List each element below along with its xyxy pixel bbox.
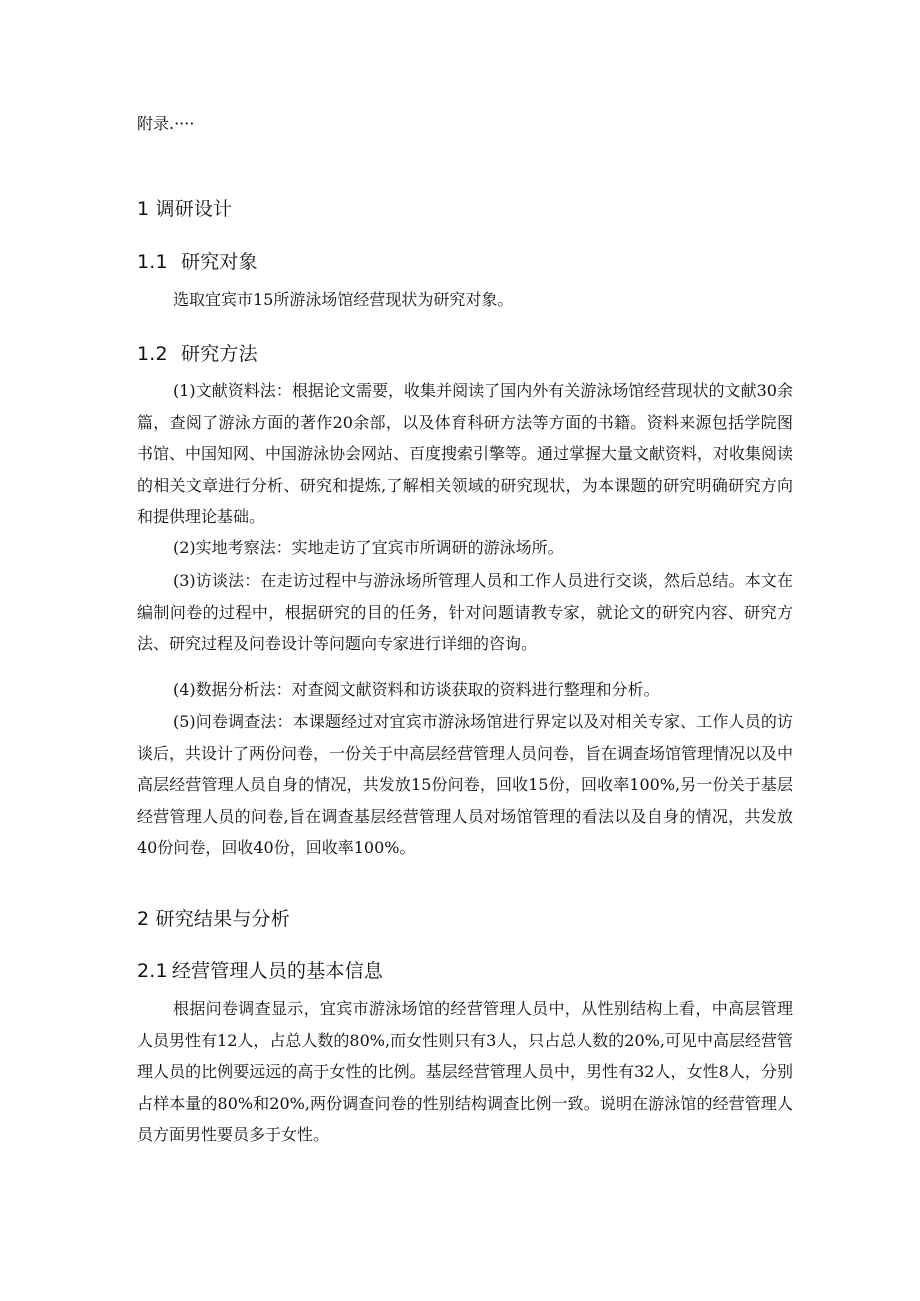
method-data-analysis-paragraph: (4)数据分析法：对查阅文献资料和访谈获取的资料进行整理和分析。 — [173, 680, 660, 699]
method-field-paragraph: (2)实地考察法：实地走访了宜宾市所调研的游泳场所。 — [173, 538, 564, 557]
section-1-1-number: 1.1 — [137, 251, 168, 273]
section-2-1-number: 2.1 — [137, 960, 168, 982]
method-interview-paragraph: (3)访谈法：在走访过程中与游泳场所管理人员和工作人员进行交谈，然后总结。本文在编制问卷的过程中，根据研究的目的任务，针对问题请教专家，就论文的研究内容、研究方法、研究过程及问卷设计等问题向专家进行详细的咨询。 — [137, 571, 793, 653]
method-literature-paragraph: (1)文献资料法：根据论文需要，收集并阅读了国内外有关游泳场馆经营现状的文献30余篇，查阅了游泳方面的著作20余部，以及体育科研方法等方面的书籍。资料来源包括学院图书馆、中国知网、中国游泳协会网站、百度搜索引擎等。通过掌握大量文献资料，对收集阅读的相关文章进行分析、研究和提炼,了解相关领域的研究现状，为本课题的研究明确研究方向和提供理论基础。 — [137, 381, 794, 526]
method-questionnaire-paragraph: (5)问卷调查法：本课题经过对宜宾市游泳场馆进行界定以及对相关专家、工作人员的访谈后，共设计了两份问卷，一份关于中高层经营管理人员问卷，旨在调查场馆管理情况以及中高层经营管理人员自身的情况，共发放15份问卷，回收15份，回收率100%,另一份关于基层经营管理人员的问卷,旨在调查基层经营管理人员对场馆管理的看法以及自身的情况，共发放40份问卷，回收40份，回收率100%。 — [137, 712, 794, 857]
section-1-1-title: 研究对象 — [181, 251, 258, 273]
staff-info-paragraph: 根据问卷调查显示，宜宾市游泳场馆的经营管理人员中，从性别结构上看，中高层管理人员男性有12人，占总人数的80%,而女性则只有3人，只占总人数的20%,可见中高层经营管理人员的比例要远远的高于女性的比例。基层经营管理人员中，男性有32人，女性8人，分别占样本量的80%和20%,两份调查问卷的性别结构调查比例一致。说明在游泳馆的经营管理人员方面男性要员多于女性。 — [137, 999, 793, 1144]
section-1-1-heading — [137, 249, 258, 275]
section-2-1-heading — [137, 958, 383, 984]
appendix-toc-entry: 附录.···· — [137, 114, 195, 133]
section-2-heading: 2 研究结果与分析 — [137, 908, 290, 930]
section-2-1-title: 经营管理人员的基本信息 — [171, 960, 384, 982]
research-object-paragraph: 选取宜宾市15所游泳场馆经营现状为研究对象。 — [173, 290, 514, 309]
section-1-2-heading — [137, 341, 258, 367]
section-1-heading: 1 调研设计 — [137, 198, 233, 220]
section-1-2-title: 研究方法 — [181, 343, 258, 365]
section-1-2-number: 1.2 — [137, 343, 168, 365]
